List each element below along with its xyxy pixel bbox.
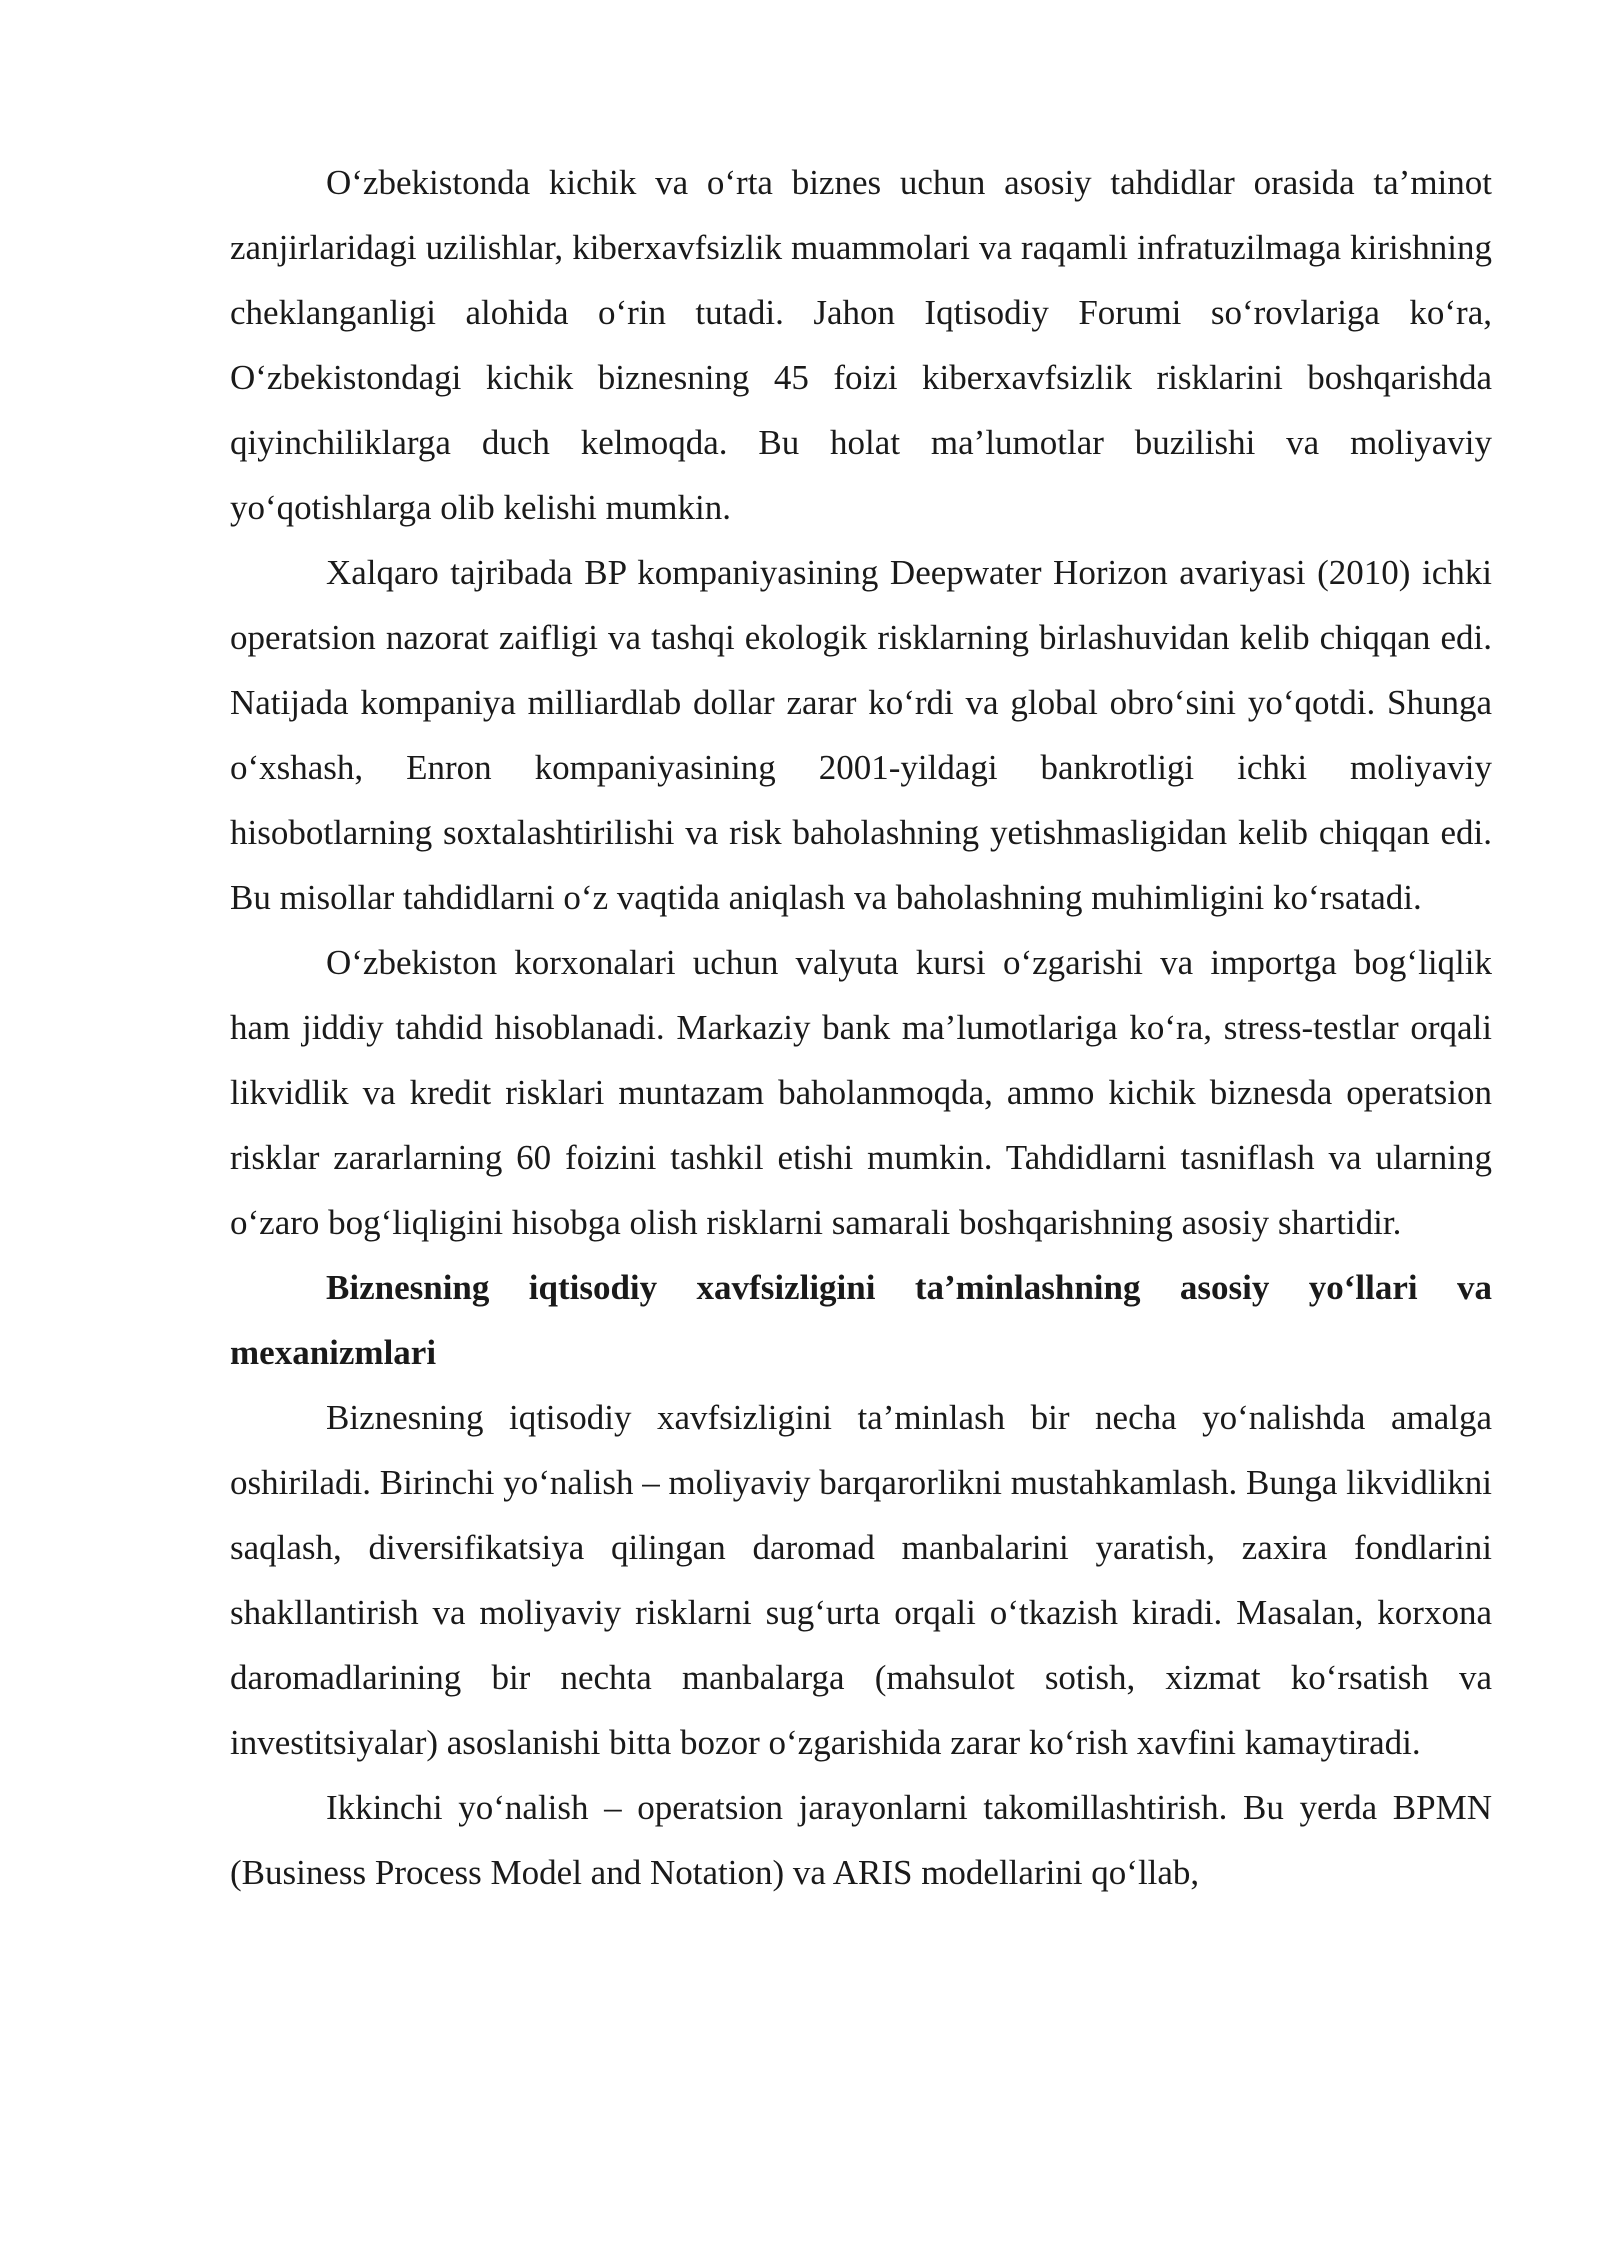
paragraph-operational-processes: Ikkinchi yo‘nalish – operatsion jarayonlarni takomillashtirish. Bu yerda BPMN (Business Process Model and Notation) va ARIS modellarini qo‘llab, (230, 1788, 1492, 1892)
paragraph-supply-chain-threats: O‘zbekistonda kichik va o‘rta biznes uchun asosiy tahdidlar orasida ta’minot zanjirlaridagi uzilishlar, kiberxavfsizlik muammolari va raqamli infratuzilmaga kirishning cheklanganligi alohida o‘rin tutadi. Jahon Iqtisodiy Forumi so‘rovlariga ko‘ra, O‘zbekistondagi kichik biznesning 45 foizi kiberxavfsizlik risklarini boshqarishda qiyinchiliklarga duch kelmoqda. Bu holat ma’lumotlar buzilishi va moliyaviy yo‘qotishlarga olib kelishi mumkin. (230, 163, 1492, 527)
paragraph-currency-risks: O‘zbekiston korxonalari uchun valyuta kursi o‘zgarishi va importga bog‘liqlik ham jiddiy tahdid hisoblanadi. Markaziy bank ma’lumotlariga ko‘ra, stress-testlar orqali likvidlik va kredit risklari muntazam baholanmoqda, ammo kichik biznesda operatsion risklar zararlarning 60 foizini tashkil etishi mumkin. Tahdidlarni tasniflash va ularning o‘zaro bog‘liqligini hisobga olish risklarni samarali boshqarishning asosiy shartidir. (230, 943, 1492, 1242)
paragraph-financial-stability: Biznesning iqtisodiy xavfsizligini ta’minlash bir necha yo‘nalishda amalga oshiriladi. Birinchi yo‘nalish – moliyaviy barqarorlikni mustahkamlash. Bunga likvidlikni saqlash, diversifikatsiya qilingan daromad manbalarini yaratish, zaxira fondlarini shakllantirish va moliyaviy risklarni sug‘urta orqali o‘tkazish kiradi. Masalan, korxona daromadlarining bir nechta manbalarga (mahsulot sotish, xizmat ko‘rsatish va investitsiyalar) asoslanishi bitta bozor o‘zgarishida zarar ko‘rish xavfini kamaytiradi. (230, 1398, 1492, 1762)
paragraph-international-experience: Xalqaro tajribada BP kompaniyasining Deepwater Horizon avariyasi (2010) ichki operatsion nazorat zaifligi va tashqi ekologik risklarning birlashuvidan kelib chiqqan edi. Natijada kompaniya milliardlab dollar zarar ko‘rdi va global obro‘sini yo‘qotdi. Shunga o‘xshash, Enron kompaniyasining 2001-yildagi bankrotligi ichki moliyaviy hisobotlarning soxtalashtirilishi va risk baholashning yetishmasligidan kelib chiqqan edi. Bu misollar tahdidlarni o‘z vaqtida aniqlash va baholashning muhimligini ko‘rsatadi. (230, 553, 1492, 917)
document-page (230, 150, 1492, 1905)
section-heading: Biznesning iqtisodiy xavfsizligini ta’minlashning asosiy yo‘llari va mexanizmlari (230, 1268, 1492, 1372)
